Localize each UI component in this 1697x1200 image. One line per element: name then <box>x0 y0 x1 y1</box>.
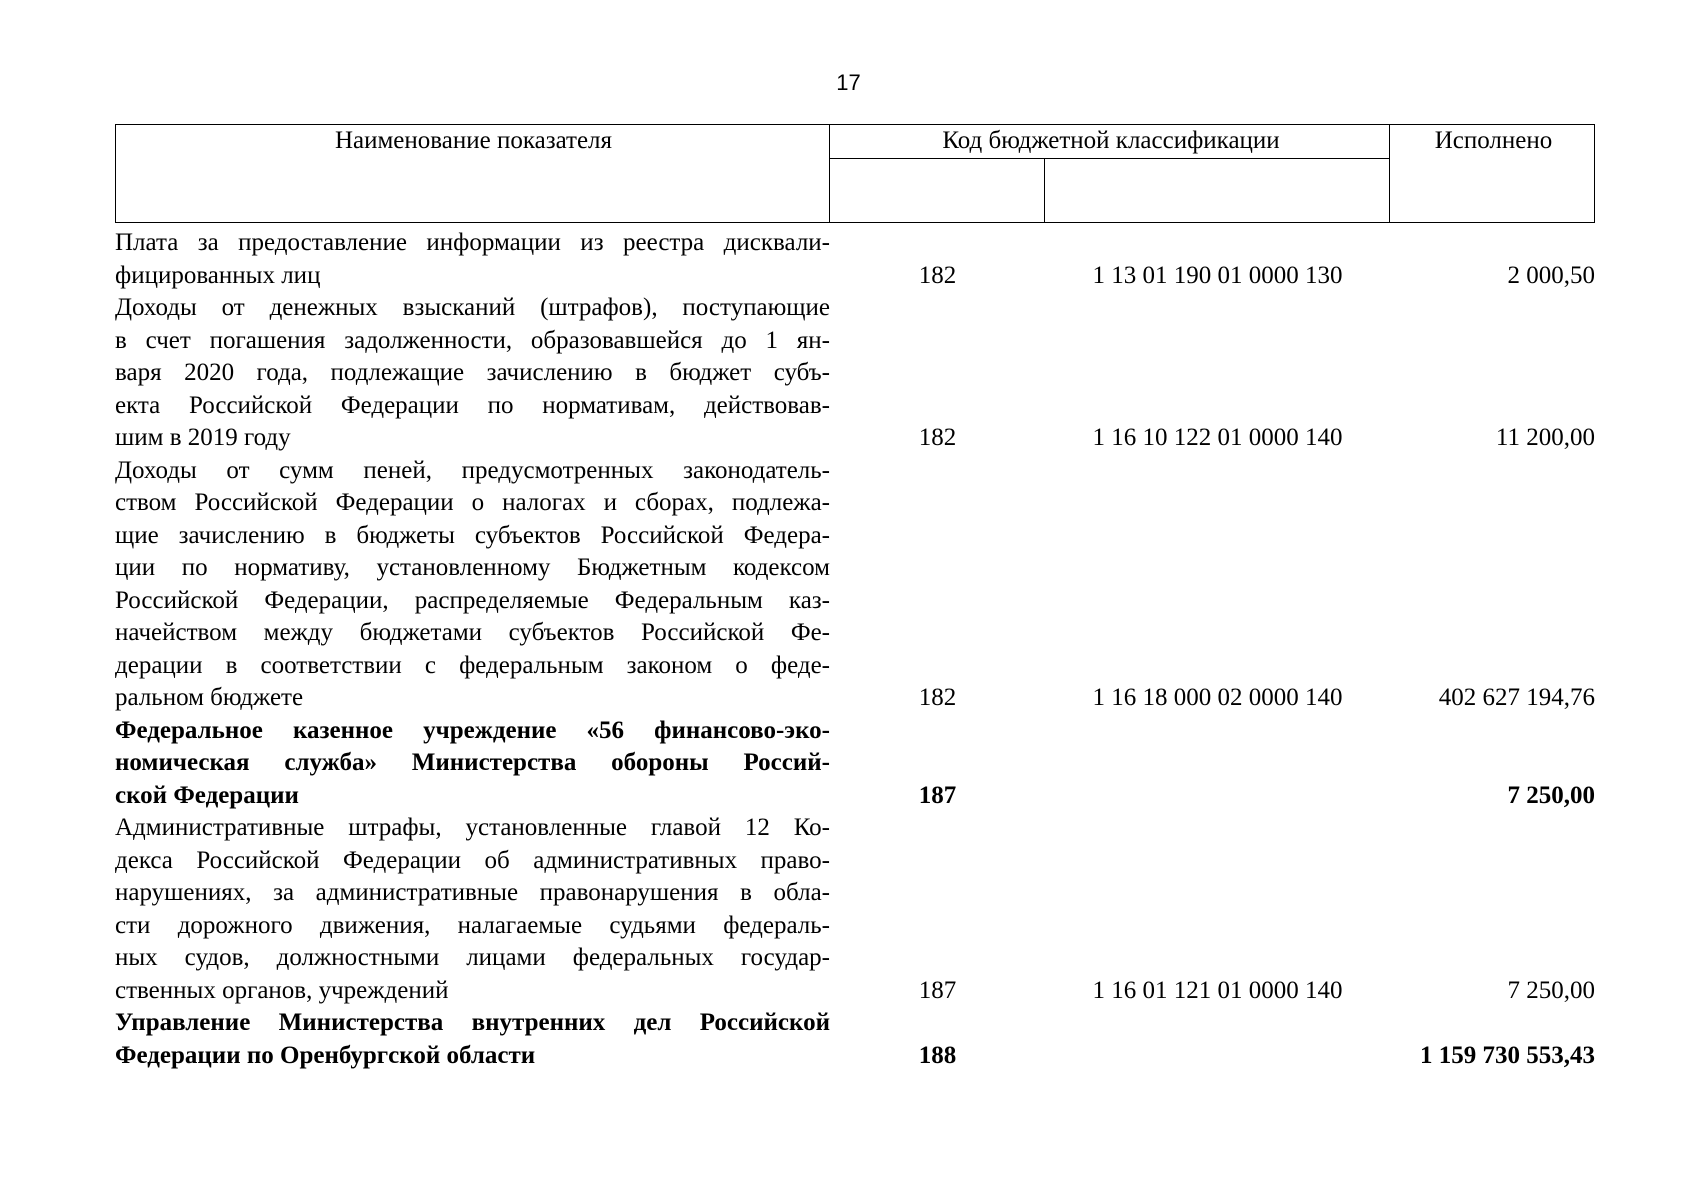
indicator-name-line: декса Российской Федерации об административных право- <box>115 846 830 874</box>
header-divider-3 <box>1389 125 1390 222</box>
indicator-name-line: Российской Федерации, распределяемые Федеральным каз- <box>115 586 830 614</box>
table-header <box>115 124 1595 223</box>
budget-classification-code: 1 16 10 122 01 0000 140 <box>1092 424 1343 451</box>
indicator-name-line: ственных органов, учреждений <box>115 976 449 1004</box>
indicator-name-line: Доходы от сумм пеней, предусмотренных законодатель- <box>115 456 830 484</box>
admin-code: 187 <box>918 976 957 1004</box>
indicator-name-line: ных судов, должностными лицами федеральных государ- <box>115 944 830 971</box>
indicator-name-line: фицированных лиц <box>115 261 321 289</box>
indicator-name-line: Федеральное казенное учреждение «56 финансово-эко- <box>115 716 830 744</box>
indicator-name-line: сти дорожного движения, налагаемые судьями федераль- <box>115 911 830 939</box>
page-number: 17 <box>836 70 861 95</box>
indicator-name-line: в счет погашения задолженности, образовавшейся до 1 ян- <box>115 326 830 354</box>
budget-classification-code: 1 13 01 190 01 0000 130 <box>1092 261 1343 289</box>
executed-amount: 11 200,00 <box>1495 424 1595 451</box>
table-row <box>115 292 1595 455</box>
indicator-name-line: ской Федерации <box>115 781 299 809</box>
admin-code: 188 <box>918 1041 957 1069</box>
indicator-name-line: Управление Министерства внутренних дел Российской <box>115 1009 830 1036</box>
header-divider-1 <box>829 125 830 222</box>
indicator-name-line: Плата за предоставление информации из реестра дисквали- <box>115 229 830 256</box>
indicator-name-line: ции по нормативу, установленному Бюджетным кодексом <box>115 554 830 581</box>
indicator-name <box>115 1007 830 1072</box>
table-row <box>115 455 1595 715</box>
indicator-name <box>115 455 830 715</box>
indicator-name-line: начейством между бюджетами субъектов Российской Фе- <box>115 619 830 646</box>
executed-amount: 7 250,00 <box>1507 976 1595 1004</box>
indicator-name-line: варя 2020 года, подлежащие зачислению в бюджет субъ- <box>115 359 830 386</box>
executed-amount: 7 250,00 <box>1507 781 1595 809</box>
budget-classification-code: 1 16 01 121 01 0000 140 <box>1092 976 1343 1004</box>
indicator-name-line: дерации в соответствии с федеральным законом о феде- <box>115 651 830 679</box>
indicator-name-line: номическая служба» Министерства обороны Россий- <box>115 749 830 776</box>
table-row <box>115 812 1595 1007</box>
indicator-name-line: нарушениях, за административные правонарушения в обла- <box>115 879 830 906</box>
budget-classification-code: 1 16 18 000 02 0000 140 <box>1092 684 1343 711</box>
indicator-name-line: Доходы от денежных взысканий (штрафов), поступающие <box>115 294 830 321</box>
indicator-name-line: Федерации по Оренбургской области <box>115 1041 536 1069</box>
indicator-name <box>115 227 830 292</box>
table-row <box>115 715 1595 813</box>
executed-amount: 402 627 194,76 <box>1438 684 1595 711</box>
indicator-name-line: щие зачислению в бюджеты субъектов Российской Федера- <box>115 521 830 549</box>
indicator-name <box>115 292 830 455</box>
column-header-name: Наименование показателя <box>334 127 613 154</box>
header-divider-2 <box>1044 158 1045 222</box>
admin-code: 187 <box>918 781 957 809</box>
header-subdivider <box>829 158 1390 159</box>
table-row <box>115 227 1595 292</box>
executed-amount: 2 000,50 <box>1507 261 1595 289</box>
indicator-name-line: екта Российской Федерации по нормативам, действовав- <box>115 391 830 419</box>
column-header-executed: Исполнено <box>1434 127 1553 154</box>
table-row <box>115 1007 1595 1072</box>
indicator-name-line: ством Российской Федерации о налогах и сборах, подлежа- <box>115 489 830 516</box>
admin-code: 182 <box>918 424 957 451</box>
executed-amount: 1 159 730 553,43 <box>1420 1041 1595 1069</box>
column-header-code: Код бюджетной классификации <box>942 127 1280 154</box>
indicator-name-line: шим в 2019 году <box>115 424 291 451</box>
indicator-name <box>115 715 830 813</box>
admin-code: 182 <box>918 684 957 711</box>
admin-code: 182 <box>918 261 957 289</box>
indicator-name-line: ральном бюджете <box>115 684 304 711</box>
indicator-name-line: Административные штрафы, установленные главой 12 Ко- <box>115 814 830 841</box>
indicator-name <box>115 812 830 1007</box>
